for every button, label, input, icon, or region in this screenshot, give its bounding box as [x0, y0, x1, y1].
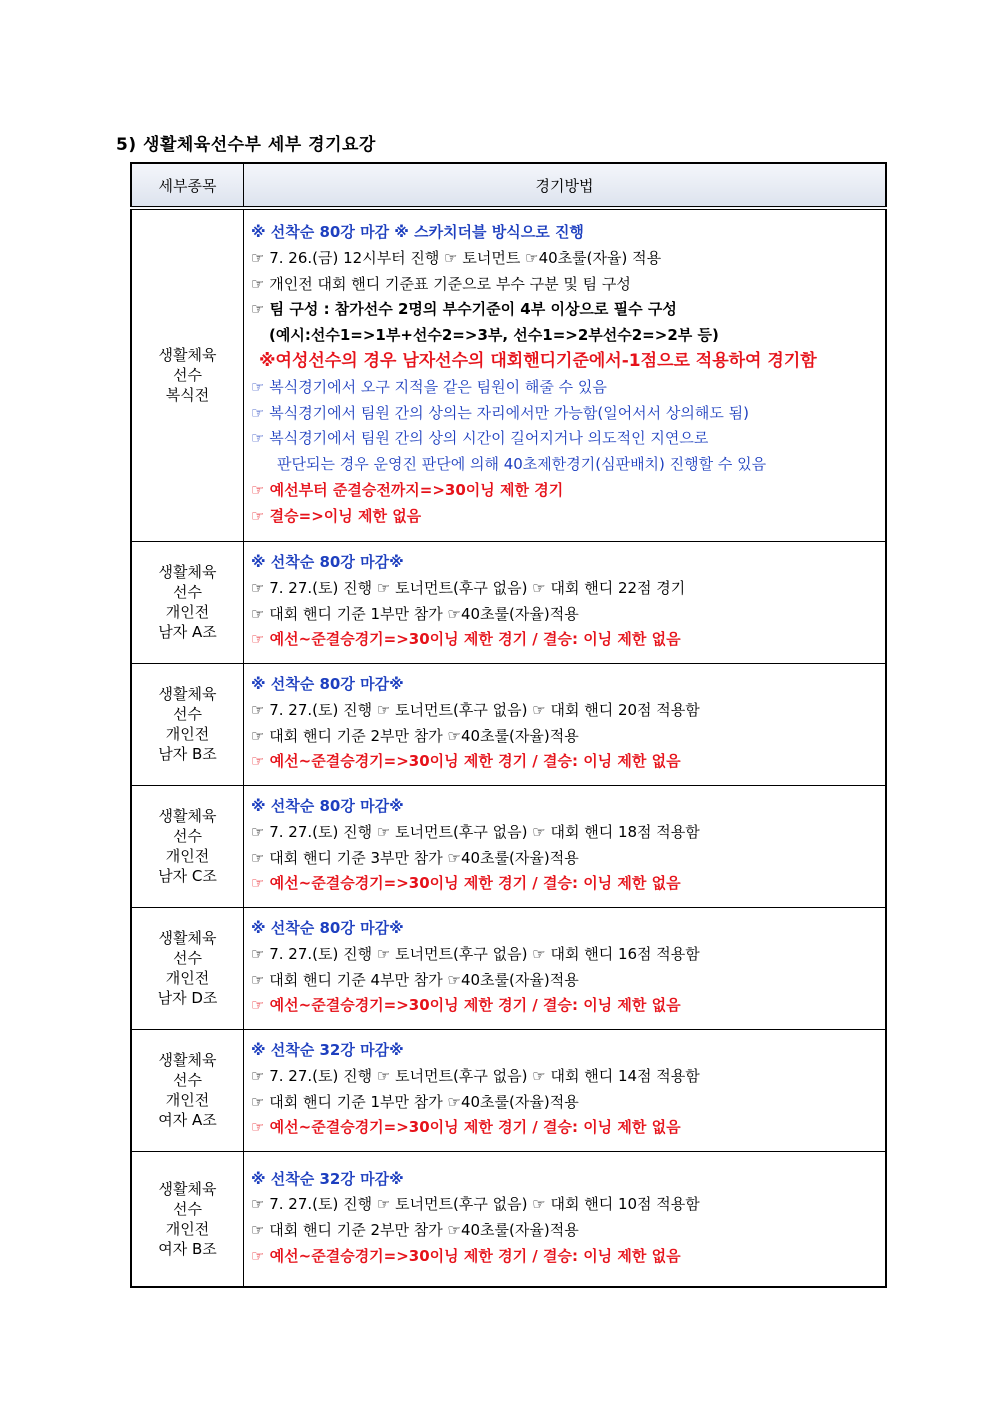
method-line: ☞ 7. 27.(토) 진행 ☞ 토너먼트(후구 없음) ☞ 대회 핸디 16점 적용함 [251, 944, 700, 963]
table-row [131, 785, 886, 907]
method-line: ☞ 7. 26.(금) 12시부터 진행 ☞ 토너먼트 ☞40초룰(자율) 적용 [251, 248, 662, 267]
category-cell [131, 663, 244, 785]
method-line: ☞ 예선~준결승경기=>30이닝 제한 경기 / 결승: 이닝 제한 없음 [251, 996, 681, 1015]
category-line: 여자 B조 [158, 1239, 217, 1258]
method-line: ☞ 예선~준결승경기=>30이닝 제한 경기 / 결승: 이닝 제한 없음 [251, 752, 681, 771]
category-cell [131, 785, 244, 907]
category-cell [131, 541, 244, 663]
method-line: ☞ 복식경기에서 팀원 간의 상의는 자리에서만 가능함(일어서서 상의해도 됨) [251, 403, 749, 422]
category-line: 선수 [173, 949, 202, 967]
method-line: ☞ 7. 27.(토) 진행 ☞ 토너먼트(후구 없음) ☞ 대회 핸디 14점 적용함 [251, 1066, 700, 1085]
category-line: 선수 [173, 583, 202, 601]
table-row [131, 1151, 886, 1287]
method-line: ☞ 대회 핸디 기준 1부만 참가 ☞40초룰(자율)적용 [251, 604, 579, 623]
method-cell [244, 1151, 887, 1287]
category-line: 생활체육 [158, 685, 217, 703]
category-cell [131, 208, 244, 541]
category-line: 생활체육 [158, 929, 217, 947]
method-line: ☞ 7. 27.(토) 진행 ☞ 토너먼트(후구 없음) ☞ 대회 핸디 18점 적용함 [251, 822, 700, 841]
rules-table [130, 162, 887, 1288]
category-line: 개인전 [165, 725, 210, 743]
table-row [131, 1029, 886, 1151]
category-line: 선수 [173, 1199, 202, 1218]
table-row [131, 663, 886, 785]
method-line: ☞ 예선~준결승경기=>30이닝 제한 경기 / 결승: 이닝 제한 없음 [251, 874, 681, 893]
method-cell [244, 208, 887, 541]
method-line: ※ 선착순 80강 마감※ [251, 552, 404, 571]
method-cell [244, 785, 887, 907]
category-line: 선수 [173, 827, 202, 845]
method-line: ※ 선착순 80강 마감※ [251, 674, 404, 693]
category-cell [131, 907, 244, 1029]
table-row [131, 541, 886, 663]
header-category: 세부종목 [131, 163, 244, 208]
method-cell [244, 541, 887, 663]
method-line: ※ 선착순 80강 마감※ [251, 918, 404, 937]
table-row [131, 907, 886, 1029]
method-line: ☞ 대회 핸디 기준 1부만 참가 ☞40초룰(자율)적용 [251, 1092, 579, 1111]
method-line: ☞ 예선~준결승경기=>30이닝 제한 경기 / 결승: 이닝 제한 없음 [251, 1247, 681, 1266]
category-line: 개인전 [165, 603, 210, 621]
method-line: ☞ 7. 27.(토) 진행 ☞ 토너먼트(후구 없음) ☞ 대회 핸디 10점 적용함 [251, 1195, 700, 1214]
method-line: ☞ 대회 핸디 기준 2부만 참가 ☞40초룰(자율)적용 [251, 1221, 579, 1240]
method-line: ☞ 결승=>이닝 제한 없음 [251, 506, 422, 525]
category-line: 생활체육 [158, 346, 217, 365]
category-line: 여자 A조 [158, 1111, 217, 1129]
method-line: ☞ 복식경기에서 오구 지적을 같은 팀원이 해줄 수 있음 [251, 377, 607, 396]
category-line: 선수 [173, 705, 202, 723]
method-line: ☞ 대회 핸디 기준 2부만 참가 ☞40초룰(자율)적용 [251, 726, 579, 745]
method-line: ※ 선착순 32강 마감※ [251, 1040, 404, 1059]
method-cell [244, 907, 887, 1029]
category-line: 복식전 [165, 386, 210, 405]
category-line: 개인전 [165, 847, 210, 865]
method-line: ※ 선착순 80강 마감 ※ 스카치더블 방식으로 진행 [251, 222, 584, 241]
category-line: 생활체육 [158, 1051, 217, 1069]
category-line: 선수 [173, 366, 202, 385]
category-line: 선수 [173, 1071, 202, 1089]
method-line: ☞ 복식경기에서 팀원 간의 상의 시간이 길어지거나 의도적인 지연으로 [251, 429, 709, 448]
category-line: 개인전 [165, 969, 210, 987]
category-line: 생활체육 [158, 807, 217, 825]
method-line: ☞ 대회 핸디 기준 3부만 참가 ☞40초룰(자율)적용 [251, 848, 579, 867]
category-line: 남자 B조 [158, 745, 217, 763]
category-line: 생활체육 [158, 563, 217, 581]
table-header-row [131, 163, 886, 208]
category-line: 남자 C조 [158, 867, 217, 885]
category-line: 개인전 [165, 1091, 210, 1109]
method-line: ☞ 개인전 대회 핸디 기준표 기준으로 부수 구분 및 팀 구성 [251, 274, 631, 293]
category-line: 생활체육 [158, 1179, 217, 1198]
method-line: ☞ 7. 27.(토) 진행 ☞ 토너먼트(후구 없음) ☞ 대회 핸디 20점 적용함 [251, 700, 700, 719]
header-method: 경기방법 [244, 163, 887, 208]
method-line: ☞ 예선부터 준결승전까지=>30이닝 제한 경기 [251, 480, 564, 499]
method-line: ☞ 대회 핸디 기준 4부만 참가 ☞40초룰(자율)적용 [251, 970, 579, 989]
method-line: ☞ 7. 27.(토) 진행 ☞ 토너먼트(후구 없음) ☞ 대회 핸디 22점 경기 [251, 578, 686, 597]
method-line: ※여성선수의 경우 남자선수의 대회핸디기준에서-1점으로 적용하여 경기함 [259, 350, 817, 371]
category-cell [131, 1029, 244, 1151]
category-line: 남자 A조 [158, 623, 217, 641]
section-heading: 5) 생활체육선수부 세부 경기요강 [116, 135, 376, 155]
category-line: 남자 D조 [157, 989, 218, 1007]
method-line: 판단되는 경우 운영진 판단에 의해 40초제한경기(심판배치) 진행할 수 있음 [277, 455, 767, 474]
method-line: ☞ 예선~준결승경기=>30이닝 제한 경기 / 결승: 이닝 제한 없음 [251, 1118, 681, 1137]
category-line: 개인전 [165, 1219, 210, 1238]
method-line: ※ 선착순 32강 마감※ [251, 1169, 404, 1188]
method-line: ☞ 팀 구성 : 참가선수 2명의 부수기준이 4부 이상으로 필수 구성 [251, 300, 677, 319]
method-cell [244, 1029, 887, 1151]
method-line: (예시:선수1=>1부+선수2=>3부, 선수1=>2부선수2=>2부 등) [269, 326, 719, 345]
table-row [131, 208, 886, 541]
category-cell [131, 1151, 244, 1287]
method-line: ※ 선착순 80강 마감※ [251, 796, 404, 815]
method-cell [244, 663, 887, 785]
method-line: ☞ 예선~준결승경기=>30이닝 제한 경기 / 결승: 이닝 제한 없음 [251, 630, 681, 649]
